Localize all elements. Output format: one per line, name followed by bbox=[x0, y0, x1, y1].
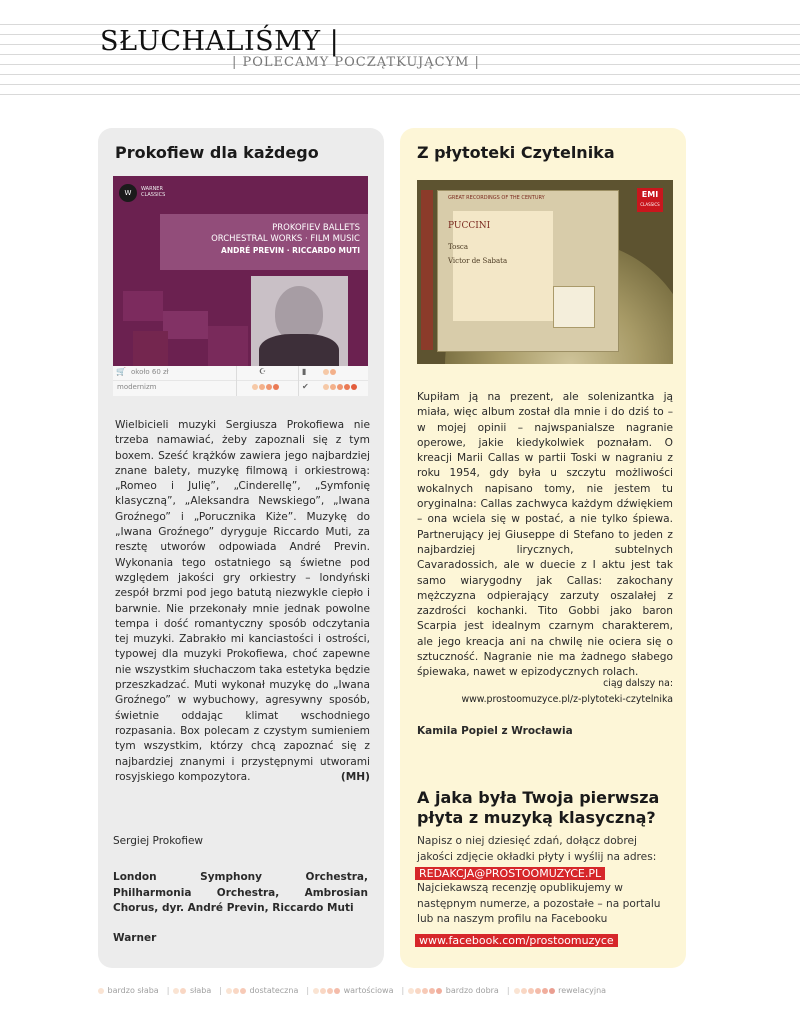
legend-dot bbox=[408, 988, 414, 994]
album-title-band bbox=[160, 214, 368, 270]
legend-dot bbox=[436, 988, 442, 994]
battery-icon: ▮ bbox=[302, 367, 307, 376]
legend-separator: | bbox=[506, 986, 510, 995]
rating-dots-overall bbox=[323, 384, 358, 391]
legend-dots bbox=[226, 986, 247, 995]
legend-dot bbox=[415, 988, 421, 994]
legend-dot bbox=[542, 988, 548, 994]
album-photo-tosca bbox=[417, 180, 673, 364]
legend-dots bbox=[98, 986, 105, 995]
promo-heading: A jaka była Twoja pierwsza płyta z muzyką klasyczną? bbox=[417, 788, 660, 827]
legend-item bbox=[173, 986, 211, 995]
rating-dot bbox=[259, 384, 265, 390]
rating-dot bbox=[266, 384, 272, 390]
legend-dot bbox=[422, 988, 428, 994]
album-spine bbox=[421, 190, 433, 350]
composer-portrait bbox=[251, 276, 348, 366]
album-work: Tosca bbox=[448, 243, 469, 251]
album-line-3: ANDRÉ PREVIN · RICCARDO MUTI bbox=[221, 246, 360, 255]
price-text: około 60 zł bbox=[131, 368, 169, 376]
legend-separator: | bbox=[166, 986, 170, 995]
left-panel-title: Prokofiew dla każdego bbox=[115, 143, 319, 162]
rating-dots-sound bbox=[252, 384, 280, 391]
legend-separator: | bbox=[219, 986, 222, 995]
rating-dot bbox=[330, 384, 336, 390]
rating-dot bbox=[330, 369, 336, 375]
legend-item bbox=[313, 986, 393, 995]
section-subtitle: | POLECAMY POCZĄTKUJĄCYM | bbox=[232, 55, 480, 70]
album-cover-prokofiev bbox=[113, 176, 368, 366]
rating-dot bbox=[337, 384, 343, 390]
legend-dot bbox=[514, 988, 520, 994]
album-conductor: Victor de Sabata bbox=[448, 257, 508, 265]
section-title: SŁUCHALIŚMY | bbox=[100, 26, 340, 57]
rating-dots-interpretation bbox=[323, 369, 337, 376]
continued-link[interactable]: www.prostoomuzyce.pl/z-plytoteki-czytelnika bbox=[461, 694, 673, 705]
rating-dot bbox=[323, 384, 329, 390]
legend-dot bbox=[313, 988, 319, 994]
legend-dot bbox=[521, 988, 527, 994]
legend-label: rewelacyjna bbox=[555, 986, 607, 995]
booklet-photo bbox=[553, 286, 595, 328]
promo-text-2: Najciekawszą recenzję opublikujemy w następnym numerze, a pozostałe – na portalu lub na naszym profilu na Facebooku bbox=[417, 882, 661, 925]
email-link[interactable]: REDAKCJA@PROSTOOMUZYCE.PL bbox=[415, 867, 605, 880]
legend-dot bbox=[327, 988, 333, 994]
legend-label: dostateczna bbox=[247, 986, 299, 995]
rating-dot bbox=[351, 384, 357, 390]
rating-dot bbox=[344, 384, 350, 390]
legend-dots bbox=[514, 986, 556, 995]
legend-item bbox=[514, 986, 607, 995]
album-info-strip bbox=[113, 366, 368, 396]
legend-dots bbox=[313, 986, 341, 995]
legend-item bbox=[98, 986, 159, 995]
performers: London Symphony Orchestra, Philharmonia Orchestra, Ambrosian Chorus, dyr. André Previn, Riccardo Muti bbox=[113, 871, 368, 914]
promo-text-1: Napisz o niej dziesięć zdań, dołącz dobrej jakości zdjęcie okładki płyty i wyślij na adres: bbox=[417, 835, 657, 863]
headphones-icon: ☪ bbox=[259, 367, 267, 376]
rating-legend bbox=[98, 986, 610, 998]
rating-dot bbox=[273, 384, 279, 390]
legend-separator: | bbox=[306, 986, 310, 995]
legend-dots bbox=[408, 986, 443, 995]
legend-label: słaba bbox=[187, 986, 212, 995]
reader-author: Kamila Popiel z Wrocławia bbox=[417, 725, 573, 737]
legend-dot bbox=[429, 988, 435, 994]
emi-logo: EMI CLASSICS bbox=[637, 188, 663, 212]
rating-dot bbox=[323, 369, 329, 375]
legend-item bbox=[408, 986, 499, 995]
right-review-body: Kupiłam ją na prezent, ale solenizantka ją miała, więc album został dla mnie i do dziś to – w mojej opinii – najwspanialsze nagranie operowe, jakie kiedykolwiek poznałam. O kreacji Marii Callas w partii Toski w nagraniu z roku 1954, gdy była u szczytu możliwości wokalnych napisano tomy, nie jestem tu oryginalna: Callas zachwyca każdym dźwiękiem – ona wciela się w postać, a nie tylko śpiewa. Partnerujący jej Giuseppe di Stefano to jeden z najbardziej lirycznych, subtelnych Cavaradossich, ale w duecie z I aktu jest tak samo wiarygodny jak Callas: zakochany mężczyzna odpierający zarzuty oszalałej z zazdrości kochanki. Tito Gobbi jako baron Scarpia jest idealnym czarnym charakterem, ale jego kreacja ani na chwilę nie ociera się o sztuczność. Nagranie nie ma żadnego słabego śpiewaka, nawet w epizodycznych rolach. bbox=[417, 391, 673, 679]
review-initials: (MH) bbox=[340, 770, 370, 783]
facebook-link[interactable]: www.facebook.com/prostoomuzyce bbox=[415, 934, 618, 947]
legend-dots bbox=[173, 986, 187, 995]
review-panel-right bbox=[400, 128, 686, 968]
warner-label-text: WARNER CLASSICS bbox=[141, 186, 166, 198]
album-composer: PUCCINI bbox=[448, 221, 491, 231]
album-decor bbox=[113, 271, 253, 366]
review-panel-left bbox=[98, 128, 384, 968]
legend-dot bbox=[180, 988, 186, 994]
legend-label: bardzo dobra bbox=[443, 986, 499, 995]
composer-name: Sergiej Prokofiew bbox=[113, 835, 204, 847]
legend-dot bbox=[240, 988, 246, 994]
legend-dot bbox=[549, 988, 555, 994]
legend-dot bbox=[173, 988, 179, 994]
left-review-body: Wielbicieli muzyki Sergiusza Prokofiewa nie trzeba namawiać, żeby zapoznali się z tym boxem. Sześć krążków zawiera jego najbardziej znane balety, muzykę filmową i orkiestrową: „Romeo i Julię”, „Cinderellę”, „Symfonię klasyczną”, „Aleksandra Newskiego”, „Iwana Groźnego” i „Porucznika Kiże”. Muzykę do „Iwana Groźnego” dyryguje Riccardo Muti, za resztę utworów odpowiada André Previn. Wykonania tego ostatniego są świetne pod względem jakości gry orkiestry – londyński zespół brzmi pod jego batutą niezwykle ciepło i barwnie. Nie przekonały mnie jednak powolne tempa i dość romantyczny sposób odczytania tej muzyki. Zabrakło mi kanciastości i ostrości, typowej dla muzyki Prokofiewa, choć zapewne nie wszystkim słuchaczom taka estetyka będzie przeszkadzać. Muti wykonał muzykę do „Iwana Groźnego” w wybuchowy, agresywny sposób, świetnie oddając klimat wschodniego rozpasania. Box polecam z czystym sumieniem tym wszystkim, którzy chcą zapoznać się z najbardziej znanymi i przystępnymi utworami rosyjskiego kompozytora. (MH) bbox=[115, 418, 370, 785]
legend-item bbox=[226, 986, 298, 995]
warner-logo: W bbox=[119, 184, 137, 202]
album-booklet bbox=[437, 190, 619, 352]
album-series: GREAT RECORDINGS OF THE CENTURY bbox=[448, 195, 545, 201]
legend-separator: | bbox=[401, 986, 405, 995]
legend-dot bbox=[528, 988, 534, 994]
continued-label: ciąg dalszy na: bbox=[603, 678, 673, 689]
cart-icon: 🛒 bbox=[116, 367, 126, 376]
legend-dot bbox=[226, 988, 232, 994]
check-icon: ✔ bbox=[302, 382, 309, 391]
right-panel-title: Z płytoteki Czytelnika bbox=[417, 143, 615, 162]
genre-text: modernizm bbox=[117, 383, 157, 391]
legend-dot bbox=[535, 988, 541, 994]
album-line-1: PROKOFIEV BALLETS bbox=[272, 223, 360, 233]
legend-dot bbox=[334, 988, 340, 994]
legend-dot bbox=[320, 988, 326, 994]
legend-label: wartościowa bbox=[341, 986, 394, 995]
album-line-2: ORCHESTRAL WORKS · FILM MUSIC bbox=[211, 234, 360, 244]
record-label: Warner bbox=[113, 932, 157, 944]
legend-label: bardzo słaba bbox=[105, 986, 159, 995]
legend-dot bbox=[98, 988, 104, 994]
legend-dot bbox=[233, 988, 239, 994]
rating-dot bbox=[252, 384, 258, 390]
